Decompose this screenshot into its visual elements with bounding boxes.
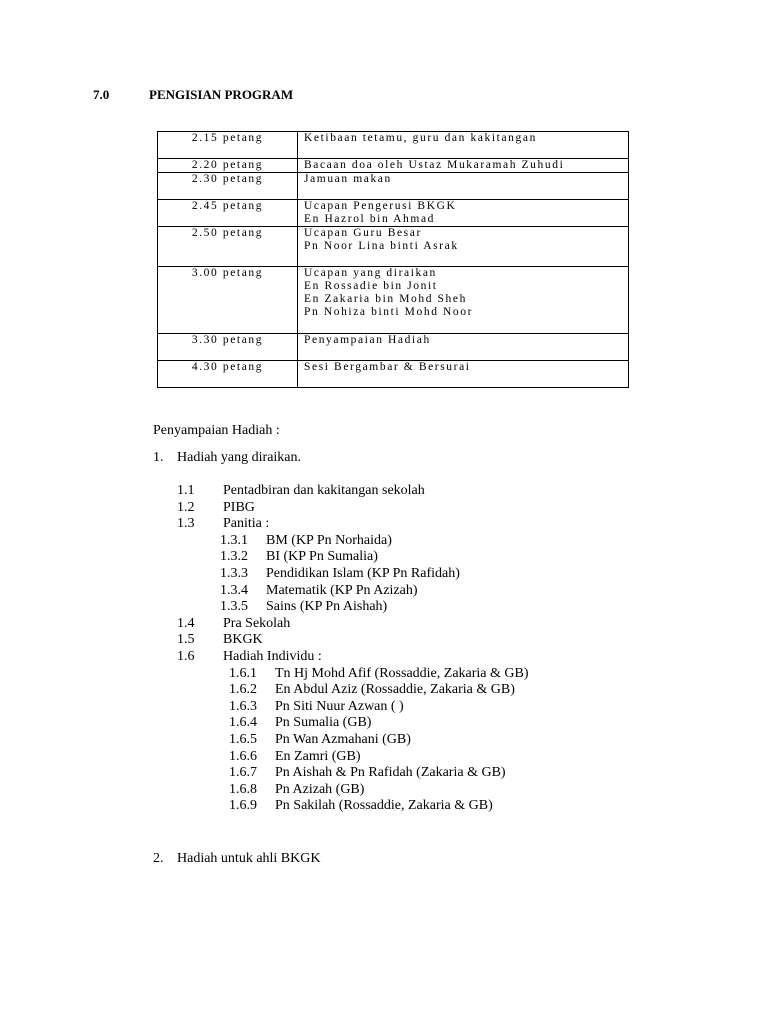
list-number: 2. [153, 851, 164, 866]
list-number: 1.6.7 [229, 765, 257, 781]
list-number: 1.1 [177, 483, 195, 498]
section-number: 7.0 [93, 87, 110, 102]
list-text: Matematik (KP Pn Azizah) [266, 582, 418, 598]
schedule-activity [298, 159, 629, 173]
list-text: Pendidikan Islam (KP Pn Rafidah) [266, 566, 460, 581]
schedule-row [158, 159, 629, 173]
list-text: Pn Wan Azmahani (GB) [275, 732, 411, 747]
list-number: 1.6.1 [229, 665, 257, 681]
list-text: Panitia : [223, 516, 270, 532]
list-text: BKGK [223, 632, 263, 648]
list-number: 1.4 [177, 615, 195, 631]
list-number: 1.6.4 [229, 715, 257, 731]
schedule-time: 2.45 petang [158, 200, 298, 227]
list-number: 1.2 [177, 499, 195, 515]
list-text: Pn Siti Nuur Azwan ( ) [275, 698, 404, 714]
list-number: 1.3.4 [220, 582, 248, 598]
schedule-activity-line: Ucapan Pengerusi BKGK [304, 200, 457, 212]
list-number: 1.6.5 [229, 732, 257, 747]
list-text: Hadiah yang diraikan. [177, 450, 302, 465]
list-number: 1.6.8 [229, 781, 257, 797]
list-number: 1.6.2 [229, 682, 257, 698]
schedule-table [157, 131, 629, 388]
list-text: Pn Sumalia (GB) [275, 715, 372, 731]
list-number: 1.3.5 [220, 599, 248, 615]
list-text: Hadiah untuk ahli BKGK [177, 851, 321, 866]
schedule-activity [298, 227, 629, 267]
list-text: Pn Azizah (GB) [275, 781, 365, 797]
schedule-activity-line: Bacaan doa oleh Ustaz Mukaramah Zuhudi [304, 159, 565, 171]
schedule-activity-line: Pn Noor Lina binti Asrak [304, 240, 459, 252]
schedule-activity-line: En Rossadie bin Jonit [304, 280, 438, 292]
schedule-row [158, 200, 629, 227]
list-number: 1.3 [177, 516, 195, 532]
schedule-activity-line: Sesi Bergambar & Bersurai [304, 361, 471, 373]
schedule-activity [298, 334, 629, 361]
schedule-activity-line: Ketibaan tetamu, guru dan kakitangan [304, 132, 537, 144]
schedule-activity-line: En Zakaria bin Mohd Sheh [304, 293, 467, 305]
schedule-activity-line: En Hazrol bin Ahmad [304, 213, 436, 225]
schedule-time: 2.15 petang [158, 132, 298, 159]
list-text: Pn Aishah & Pn Rafidah (Zakaria & GB) [275, 765, 506, 781]
schedule-row [158, 267, 629, 334]
list-number: 1.3.2 [220, 549, 248, 565]
list-text: Pentadbiran dan kakitangan sekolah [223, 483, 425, 498]
list-number: 1.6.3 [229, 698, 257, 714]
schedule-activity [298, 200, 629, 227]
list-text: En Zamri (GB) [275, 748, 361, 764]
schedule-activity-line: Ucapan yang diraikan [304, 267, 437, 279]
list-text: BM (KP Pn Norhaida) [266, 532, 392, 548]
schedule-activity [298, 361, 629, 388]
schedule-activity-line: Penyampaian Hadiah [304, 334, 431, 346]
schedule-row [158, 227, 629, 267]
schedule-row [158, 173, 629, 200]
schedule-time: 2.30 petang [158, 173, 298, 200]
list-text: Pra Sekolah [223, 615, 291, 631]
list-text: BI (KP Pn Sumalia) [266, 549, 378, 565]
schedule-time: 2.20 petang [158, 159, 298, 173]
schedule-activity-line: Ucapan Guru Besar [304, 227, 422, 239]
list-number: 1.3.3 [220, 566, 248, 581]
schedule-activity-line: Pn Nohiza binti Mohd Noor [304, 306, 474, 318]
list-number: 1.5 [177, 632, 195, 648]
schedule-time: 3.00 petang [158, 267, 298, 334]
schedule-row [158, 361, 629, 388]
schedule-row [158, 132, 629, 159]
list-text: Tn Hj Mohd Afif (Rossaddie, Zakaria & GB) [275, 665, 529, 681]
hadiah-heading: Penyampaian Hadiah : [153, 423, 280, 438]
list-number: 1. [153, 450, 164, 465]
schedule-time: 2.50 petang [158, 227, 298, 267]
schedule-time: 4.30 petang [158, 361, 298, 388]
schedule-activity [298, 132, 629, 159]
list-text: En Abdul Aziz (Rossaddie, Zakaria & GB) [275, 682, 515, 698]
schedule-row [158, 334, 629, 361]
list-text: Pn Sakilah (Rossaddie, Zakaria & GB) [275, 798, 493, 814]
list-number: 1.6.6 [229, 748, 257, 764]
list-text: Sains (KP Pn Aishah) [266, 599, 388, 615]
list-number: 1.3.1 [220, 532, 248, 548]
schedule-activity [298, 267, 629, 334]
schedule-activity [298, 173, 629, 200]
list-text: Hadiah Individu : [223, 649, 322, 664]
list-number: 1.6 [177, 649, 195, 664]
schedule-activity-line: Jamuan makan [304, 173, 392, 185]
list-number: 1.6.9 [229, 798, 257, 814]
schedule-time: 3.30 petang [158, 334, 298, 361]
section-title: PENGISIAN PROGRAM [149, 87, 294, 102]
list-text: PIBG [223, 499, 255, 515]
